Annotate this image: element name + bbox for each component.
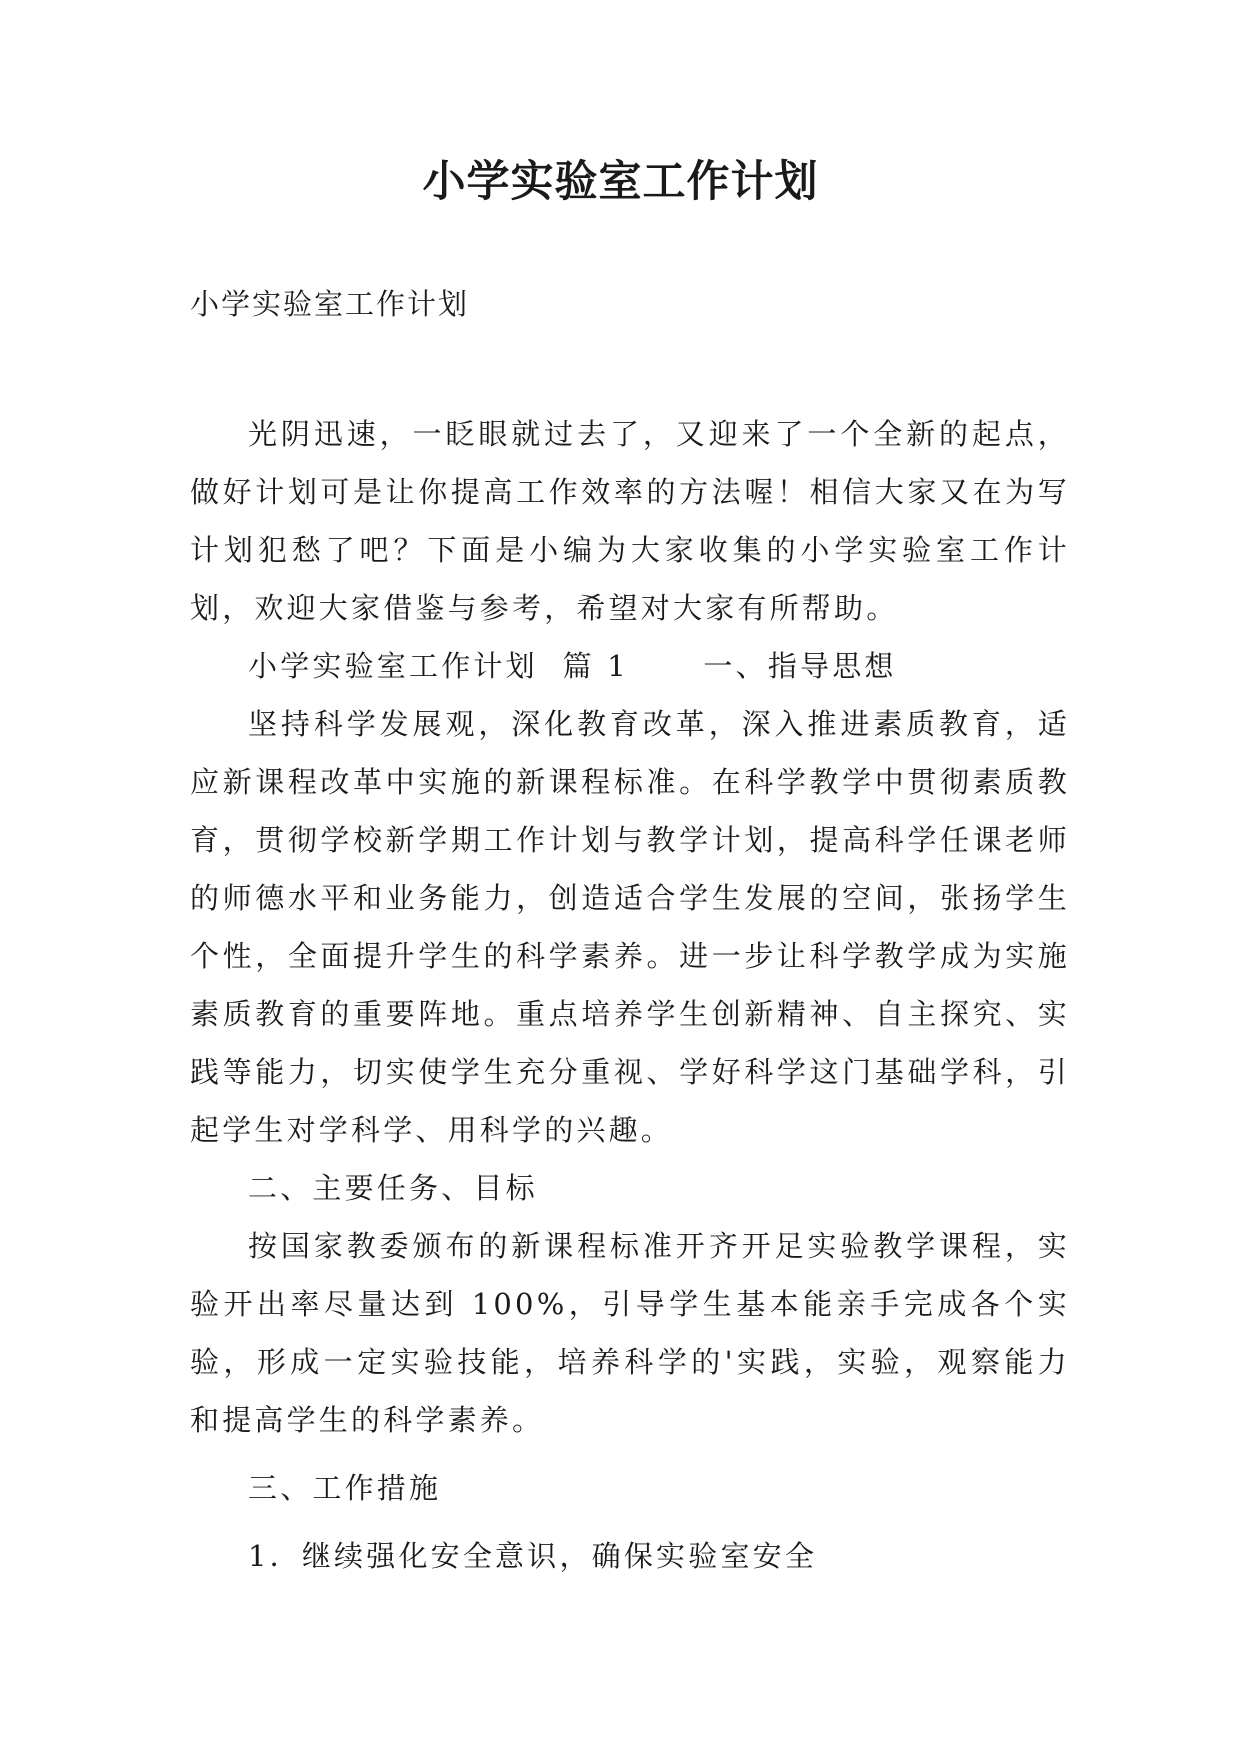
list-item-measure-1: 1．继续强化安全意识，确保实验室安全 — [248, 1539, 818, 1573]
section-heading-work-measures: 三、工作措施 — [248, 1471, 442, 1505]
section-heading-main-tasks: 二、主要任务、目标 — [248, 1171, 538, 1205]
section-heading-guiding-ideology: 小学实验室工作计划 篇 1 一、指导思想 — [248, 649, 897, 683]
document-title: 小学实验室工作计划 — [422, 157, 819, 207]
paragraph-guiding-ideology: 坚持科学发展观，深化教育改革，深入推进素质教育，适应新课程改革中实施的新课程标准。在科学教学中贯彻素质教育，贯彻学校新学期工作计划与教学计划，提高科学任课老师的师德水平和业务能力，创造适合学生发展的空间，张扬学生个性，全面提升学生的科学素养。进一步让科学教学成为实施素质教育的重要阵地。重点培养学生创新精神、自主探究、实践等能力，切实使学生充分重视、学好科学这门基础学科，引起学生对学科学、用科学的兴趣。 — [190, 707, 1070, 1147]
paragraph-main-tasks: 按国家教委颁布的新课程标准开齐开足实验教学课程，实验开出率尽量达到 100%，引导学生基本能亲手完成各个实验，形成一定实验技能，培养科学的'实践，实验，观察能力和提高学生的科学素养。 — [190, 1229, 1070, 1437]
document-body — [190, 405, 1070, 1585]
paragraph-intro: 光阴迅速，一眨眼就过去了，又迎来了一个全新的起点，做好计划可是让你提高工作效率的方法喔！相信大家又在为写计划犯愁了吧？下面是小编为大家收集的小学实验室工作计划，欢迎大家借鉴与参考，希望对大家有所帮助。 — [190, 417, 1070, 625]
document-subtitle: 小学实验室工作计划 — [190, 287, 470, 321]
